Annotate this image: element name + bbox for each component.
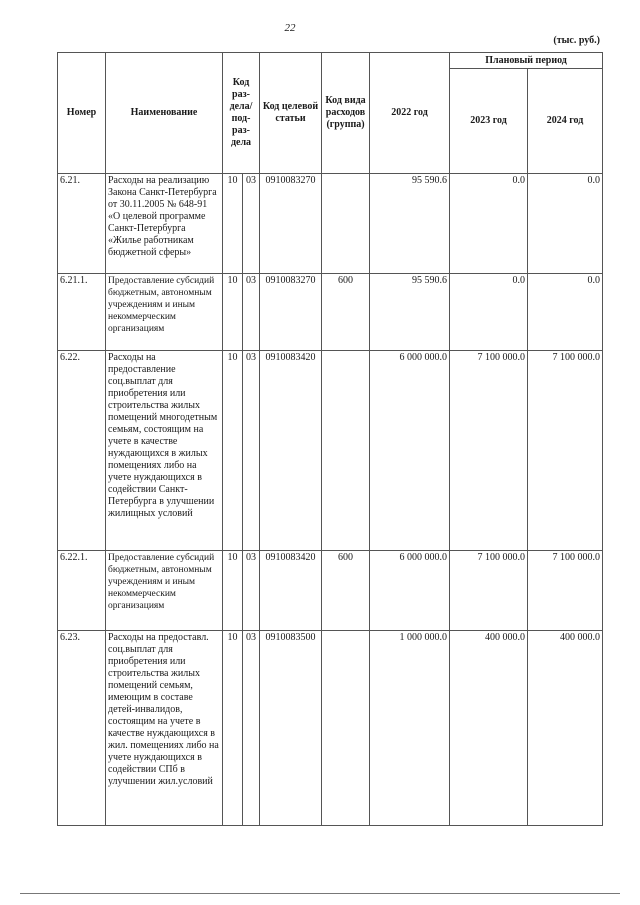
- row-target-code: 0910083420: [260, 551, 322, 631]
- row-value-2022: 95 590.6: [370, 174, 450, 274]
- budget-table: [57, 52, 603, 826]
- row-number: 6.23.: [58, 631, 106, 826]
- row-target-code: 0910083500: [260, 631, 322, 826]
- row-expense-type: [322, 174, 370, 274]
- row-value-2022: 6 000 000.0: [370, 551, 450, 631]
- row-expense-type: 600: [322, 274, 370, 351]
- row-target-code: 0910083420: [260, 351, 322, 551]
- row-expense-type: [322, 351, 370, 551]
- table-row: [58, 551, 603, 631]
- row-number: 6.22.: [58, 351, 106, 551]
- row-name: Расходы на предоставление соц.выплат для приобретения или строительства жилых помещений многодетным семьям, состоящим на учете в качестве нуждающихся в жилых помещениях либо на учете нуждающихся в содействии Санкт-Петербурга в улучшении жилищных условий: [106, 351, 223, 551]
- row-subsection: 03: [243, 351, 260, 551]
- page-bottom-rule: [20, 893, 620, 894]
- row-expense-type: [322, 631, 370, 826]
- row-section: 10: [223, 351, 243, 551]
- row-number: 6.21.1.: [58, 274, 106, 351]
- header-number: Номер: [58, 53, 106, 174]
- table-row: [58, 174, 603, 274]
- row-section: 10: [223, 551, 243, 631]
- row-section: 10: [223, 631, 243, 826]
- row-name: Предоставление субсидий бюджетным, автономным учреждениям и иным некоммерческим организациям: [106, 551, 223, 631]
- row-target-code: 0910083270: [260, 174, 322, 274]
- row-value-2022: 95 590.6: [370, 274, 450, 351]
- row-number: 6.21.: [58, 174, 106, 274]
- row-value-2023: 400 000.0: [450, 631, 528, 826]
- row-value-2022: 1 000 000.0: [370, 631, 450, 826]
- header-2024: 2024 год: [528, 69, 603, 174]
- row-target-code: 0910083270: [260, 274, 322, 351]
- table-row: [58, 351, 603, 551]
- row-value-2022: 6 000 000.0: [370, 351, 450, 551]
- row-section: 10: [223, 274, 243, 351]
- page-number: 22: [284, 22, 296, 34]
- row-value-2024: 7 100 000.0: [528, 551, 603, 631]
- header-target-code: Код целевой статьи: [260, 53, 322, 174]
- row-value-2023: 0.0: [450, 174, 528, 274]
- row-value-2023: 7 100 000.0: [450, 551, 528, 631]
- row-value-2024: 400 000.0: [528, 631, 603, 826]
- header-section-code: Код раз-дела/ под-раз-дела: [223, 53, 260, 174]
- row-value-2024: 0.0: [528, 174, 603, 274]
- row-value-2024: 7 100 000.0: [528, 351, 603, 551]
- row-subsection: 03: [243, 551, 260, 631]
- row-expense-type: 600: [322, 551, 370, 631]
- header-2022: 2022 год: [370, 53, 450, 174]
- row-subsection: 03: [243, 631, 260, 826]
- row-name: Расходы на реализацию Закона Санкт-Петербурга от 30.11.2005 № 648-91 «О целевой программе Санкт-Петербурга «Жилье работникам бюджетной сферы»: [106, 174, 223, 274]
- table-row: [58, 631, 603, 826]
- row-value-2024: 0.0: [528, 274, 603, 351]
- row-number: 6.22.1.: [58, 551, 106, 631]
- row-name: Расходы на предоставл. соц.выплат для приобретения или строительства жилых помещений семьям, имеющим в составе детей-инвалидов, состоящим на учете в качестве нуждающихся в жил. помещениях либо на учете нуждающихся в содействии СПб в улучшении жил.условий: [106, 631, 223, 826]
- row-subsection: 03: [243, 174, 260, 274]
- header-2023: 2023 год: [450, 69, 528, 174]
- row-value-2023: 7 100 000.0: [450, 351, 528, 551]
- row-value-2023: 0.0: [450, 274, 528, 351]
- header-planning-period: Плановый период: [450, 53, 603, 69]
- table-row: [58, 274, 603, 351]
- header-name: Наименование: [106, 53, 223, 174]
- row-subsection: 03: [243, 274, 260, 351]
- row-name: Предоставление субсидий бюджетным, автономным учреждениям и иным некоммерческим организациям: [106, 274, 223, 351]
- header-expense-type: Код вида расходов (группа): [322, 53, 370, 174]
- units-label: (тыс. руб.): [553, 35, 600, 46]
- row-section: 10: [223, 174, 243, 274]
